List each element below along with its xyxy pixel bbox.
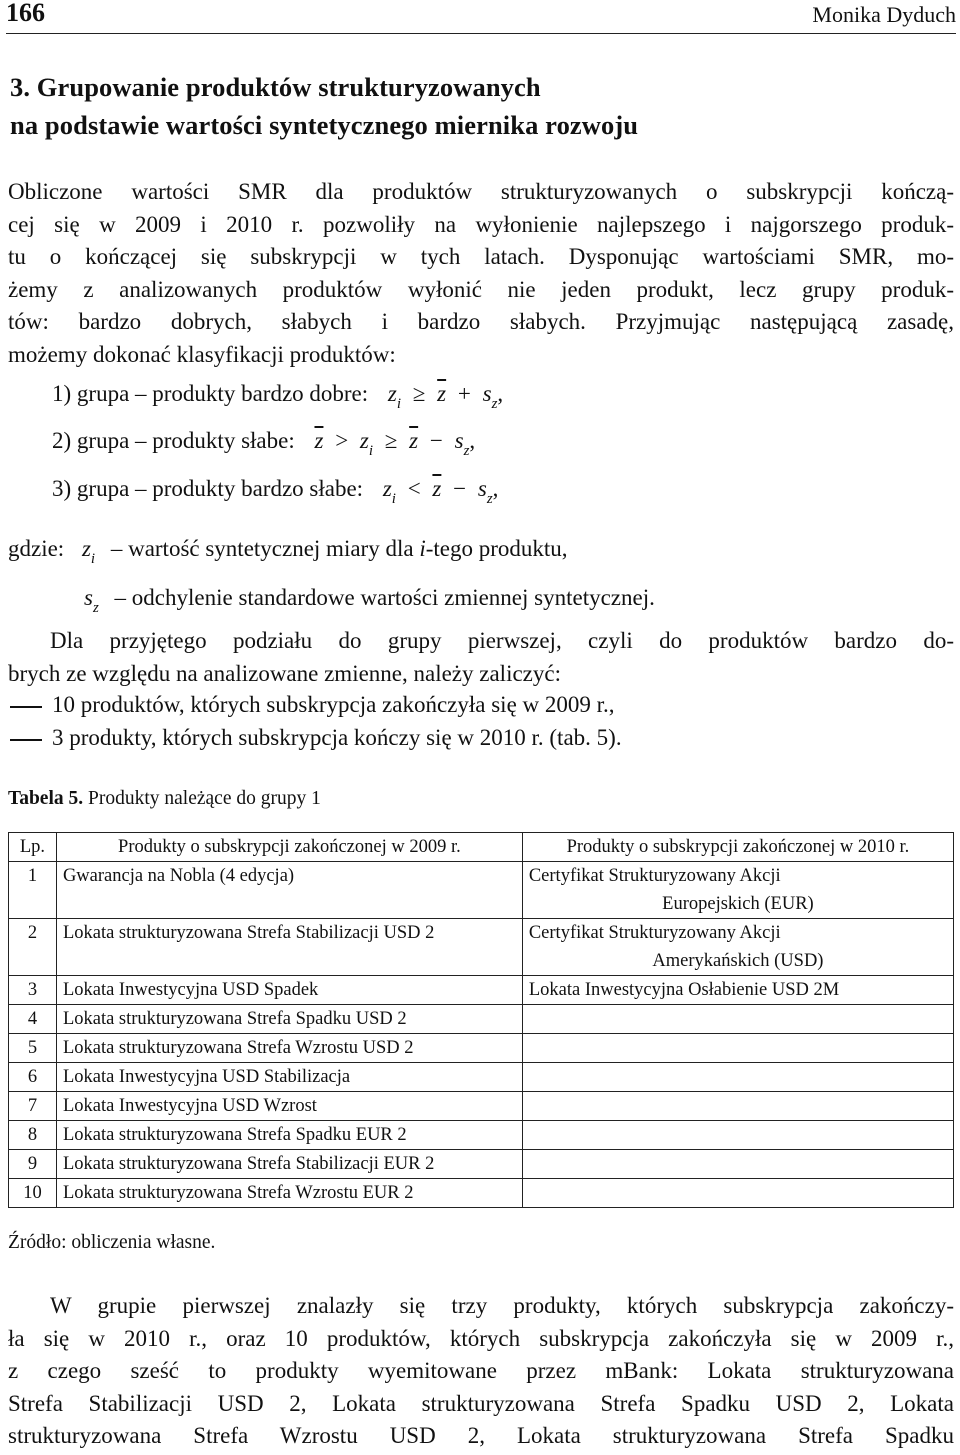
where-zi-index: i (419, 536, 426, 561)
header-2009: Produkty o subskrypcji zakończonej w 2009 r. (56, 833, 522, 862)
list-item (10, 725, 622, 751)
table-row (9, 976, 954, 1005)
running-header (6, 0, 956, 30)
formula-group-1: 1) grupa – produkty bardzo dobre: $z_i \ge \overline{z} + s_z$, (52, 381, 504, 412)
cell-product-2009: Lokata strukturyzowana Strefa Stabilizacji USD 2 (56, 919, 522, 976)
text-line: żemy z analizowanych produktów wyłonić nie jeden produkt, lecz grupy produk- (8, 276, 954, 302)
cell-line: Certyfikat Strukturyzowany Akcji (528, 866, 781, 886)
group-3-label: 3) grupa – produkty bardzo słabe: (52, 476, 364, 501)
where-label: gdzie: (8, 536, 65, 561)
cell-product-2009: Lokata Inwestycyjna USD Spadek (56, 976, 522, 1005)
paragraph-intro (8, 176, 954, 371)
text-line: tów: bardzo dobrych, słabych i bardzo słabych. Przyjmując następującą zasadę, (8, 309, 954, 334)
where-sz-description: – odchylenie standardowe wartości zmiennej syntetycznej. (114, 585, 655, 610)
cell-product-2009: Lokata strukturyzowana Strefa Spadku EUR 2 (56, 1121, 522, 1150)
group-1-label: 1) grupa – produkty bardzo dobre: (52, 381, 369, 406)
text-line: tu o kończącej się subskrypcji w tych latach. Dysponując wartościami SMR, mo- (8, 244, 954, 269)
text-line: cej się w 2009 i 2010 r. pozwoliły na wyłonienie najlepszego i najgorszego produk- (8, 211, 954, 237)
cell-line: Certyfikat Strukturyzowany Akcji (528, 923, 781, 943)
cell-lp: 6 (9, 1063, 57, 1092)
section-heading (10, 68, 638, 144)
cell-product-2009: Lokata strukturyzowana Strefa Stabilizacji EUR 2 (56, 1150, 522, 1179)
table-row (9, 1092, 954, 1121)
list-item (10, 692, 615, 718)
cell-product-2009: Lokata Inwestycyjna USD Wzrost (56, 1092, 522, 1121)
where-zi-description-end: -tego produktu, (425, 536, 568, 561)
cell-lp: 8 (9, 1121, 57, 1150)
cell-product-2009: Lokata Inwestycyjna USD Stabilizacja (56, 1063, 522, 1092)
table-row (9, 1063, 954, 1092)
dash-bullet (10, 739, 42, 741)
table-caption (8, 788, 321, 810)
cell-product-2009: Gwarancja na Nobla (4 edycja) (56, 862, 522, 919)
text-line: Strefa Stabilizacji USD 2, Lokata strukturyzowana Strefa Spadku USD 2, Lokata (8, 1390, 954, 1416)
table-header-row (9, 833, 954, 862)
text-line: brych ze względu na analizowane zmienne, należy zaliczyć: (8, 660, 561, 686)
cell-lp: 3 (9, 976, 57, 1005)
table-row (9, 1150, 954, 1179)
text-line: ła się w 2010 r., oraz 10 produktów, których subskrypcja zakończyła się w 2009 r., (8, 1325, 954, 1351)
cell-lp: 2 (9, 919, 57, 976)
text-line: Obliczone wartości SMR dla produktów strukturyzowanych o subskrypcji kończą- (8, 179, 954, 204)
cell-product-2009: Lokata strukturyzowana Strefa Wzrostu EUR 2 (56, 1179, 522, 1208)
paragraph-conclusion (8, 1290, 954, 1453)
where-zi: gdzie: $z_i$ – wartość syntetycznej miary dla i-tego produktu, (8, 536, 568, 567)
header-rule (6, 33, 956, 34)
cell-product-2010 (522, 1034, 953, 1063)
cell-lp: 4 (9, 1005, 57, 1034)
table-caption-label: Tabela 5. (8, 788, 84, 809)
text-line: strukturyzowana Strefa Wzrostu USD 2, Lokata strukturyzowana Strefa Spadku (8, 1423, 954, 1448)
cell-product-2010 (522, 919, 953, 976)
cell-product-2009: Lokata strukturyzowana Strefa Wzrostu USD 2 (56, 1034, 522, 1063)
table-row (9, 1034, 954, 1063)
page-number: 166 (6, 0, 45, 27)
cell-lp: 9 (9, 1150, 57, 1179)
text-line: możemy dokonać klasyfikacji produktów: (8, 341, 396, 367)
cell-product-2010 (522, 1063, 953, 1092)
text-line: W grupie pierwszej znalazły się trzy produkty, których subskrypcja zakończy- (50, 1293, 954, 1318)
cell-product-2010 (522, 1005, 953, 1034)
table-row (9, 919, 954, 976)
products-table (8, 832, 954, 1208)
cell-product-2010 (522, 1179, 953, 1208)
cell-product-2010 (522, 1150, 953, 1179)
list-item-text: 10 produktów, których subskrypcja zakończyła się w 2009 r., (52, 692, 615, 717)
text-line: z czego sześć to produkty wyemitowane przez mBank: Lokata strukturyzowana (8, 1358, 954, 1383)
table-row (9, 1121, 954, 1150)
table-row (9, 1179, 954, 1208)
table-row (9, 1005, 954, 1034)
where-zi-description: – wartość syntetycznej miary dla (110, 536, 414, 561)
dash-bullet (10, 706, 42, 708)
formula-group-3: 3) grupa – produkty bardzo słabe: $z_i < \overline{z} - s_z$, (52, 476, 499, 507)
table-source-note: Źródło: obliczenia własne. (8, 1232, 216, 1253)
section-heading-line-2: na podstawie wartości syntetycznego miernika rozwoju (10, 110, 639, 140)
group-2-label: 2) grupa – produkty słabe: (52, 428, 295, 453)
cell-line: Amerykańskich (USD) (652, 951, 824, 971)
where-sz: $s_z$ – odchylenie standardowe wartości zmiennej syntetycznej. (84, 585, 655, 616)
cell-product-2009: Lokata strukturyzowana Strefa Spadku USD 2 (56, 1005, 522, 1034)
cell-lp: 5 (9, 1034, 57, 1063)
cell-product-2010 (522, 862, 953, 919)
cell-lp: 1 (9, 862, 57, 919)
cell-line: Europejskich (EUR) (662, 894, 814, 914)
list-item-text: 3 produkty, których subskrypcja kończy się w 2010 r. (tab. 5). (52, 725, 622, 750)
table-row (9, 862, 954, 919)
cell-product-2010 (522, 1121, 953, 1150)
cell-product-2010 (522, 1092, 953, 1121)
paragraph-group-1 (8, 625, 954, 690)
section-heading-line-1: 3. Grupowanie produktów strukturyzowanych (10, 72, 541, 102)
cell-lp: 10 (9, 1179, 57, 1208)
formula-group-2: 2) grupa – produkty słabe: $\overline{z} > z_i \ge \overline{z} - s_z$, (52, 428, 476, 459)
header-2010: Produkty o subskrypcji zakończonej w 2010 r. (522, 833, 953, 862)
cell-product-2010: Lokata Inwestycyjna Osłabienie USD 2M (522, 976, 953, 1005)
header-lp: Lp. (9, 833, 57, 862)
running-author: Monika Dyduch (812, 2, 956, 27)
cell-lp: 7 (9, 1092, 57, 1121)
table-caption-text: Produkty należące do grupy 1 (83, 788, 321, 809)
text-line: Dla przyjętego podziału do grupy pierwszej, czyli do produktów bardzo do- (50, 628, 954, 653)
